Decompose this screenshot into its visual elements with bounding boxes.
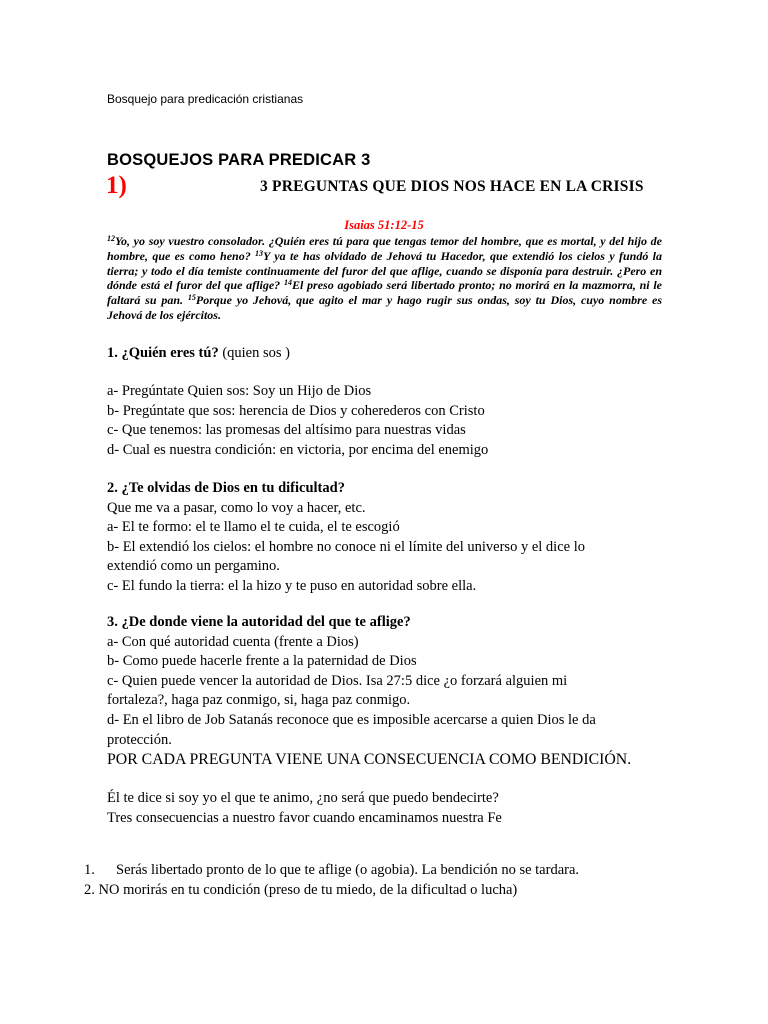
list-item: extendió como un pergamino. xyxy=(107,558,280,575)
question-2 xyxy=(107,479,585,597)
verse-text: Yo, yo soy vuestro consolador. ¿Quién eres tú para que tengas temor del hombre, que es mortal, y del hijo de hombre, que es como heno? xyxy=(107,234,662,263)
list-item: protección. xyxy=(107,731,172,748)
list-item: c- Que tenemos: las promesas del altísimo para nuestras vidas xyxy=(107,422,466,439)
consequences-intro xyxy=(107,789,502,828)
question-3 xyxy=(107,613,631,770)
numbered-item xyxy=(84,861,579,881)
list-item: fortaleza?, haga paz conmigo, si, haga paz conmigo. xyxy=(107,692,411,709)
verse-number: 13 xyxy=(255,248,264,258)
paragraph-line: Tres consecuencias a nuestro favor cuando encaminamos nuestra Fe xyxy=(107,809,502,826)
question-2-title: 2. ¿Te olvidas de Dios en tu dificultad? xyxy=(107,480,345,496)
question-1-list xyxy=(107,382,488,460)
question-3-title: 3. ¿De donde viene la autoridad del que te aflige? xyxy=(107,614,411,630)
item-number: 1. xyxy=(84,862,95,878)
list-item: b- El extendió los cielos: el hombre no conoce ni el límite del universo y el dice lo xyxy=(107,538,585,555)
question-1 xyxy=(107,344,290,364)
verse-text: Porque yo Jehová, que agito el mar y hago rugir sus ondas, soy tu Dios, cuyo nombre es Jehová de los ejércitos. xyxy=(107,293,662,322)
paragraph-line: Él te dice si soy yo el que te animo, ¿no será que puedo bendecirte? xyxy=(107,790,499,806)
list-item: b- Como puede hacerle frente a la paternidad de Dios xyxy=(107,653,417,670)
item-number: 2. xyxy=(84,881,95,898)
item-text: Serás libertado pronto de lo que te aflige (o agobia). La bendición no se tardara. xyxy=(116,862,580,878)
section-subtitle: 3 PREGUNTAS QUE DIOS NOS HACE EN LA CRISIS xyxy=(260,178,644,195)
item-text: NO morirás en tu condición (preso de tu miedo, de la dificultad o lucha) xyxy=(98,881,518,898)
verse-number: 15 xyxy=(187,293,196,303)
list-item: a- Pregúntate Quien sos: Soy un Hijo de Dios xyxy=(107,383,372,399)
question-heading xyxy=(107,344,290,364)
closing-statement: POR CADA PREGUNTA VIENE UNA CONSECUENCIA COMO BENDICIÓN. xyxy=(107,751,632,769)
list-item: b- Pregúntate que sos: herencia de Dios y coherederos con Cristo xyxy=(107,402,485,419)
verse-number: 14 xyxy=(283,278,292,288)
list-item: a- El te formo: el te llamo el te cuida, el te escogió xyxy=(107,519,400,536)
section-number: 1) xyxy=(106,172,127,199)
page-header: Bosquejo para predicación cristianas xyxy=(107,92,304,106)
list-item: d- Cual es nuestra condición: en victoria, por encima del enemigo xyxy=(107,441,489,458)
list-item: a- Con qué autoridad cuenta (frente a Dios) xyxy=(107,633,359,650)
question-1-note: (quien sos ) xyxy=(218,345,290,361)
numbered-item xyxy=(84,881,579,901)
scripture-passage xyxy=(107,234,662,323)
list-item: Que me va a pasar, como lo voy a hacer, etc. xyxy=(107,499,366,516)
document-title: BOSQUEJOS PARA PREDICAR 3 xyxy=(107,151,371,169)
verse-number: 12 xyxy=(107,234,115,243)
list-item: c- El fundo la tierra: el la hizo y te puso en autoridad sobre ella. xyxy=(107,577,477,594)
list-item: d- En el libro de Job Satanás reconoce que es imposible acercarse a quien Dios le da xyxy=(107,711,596,728)
numbered-list xyxy=(84,861,579,900)
verse-text: El preso agobiado será libertado pronto; no morirá en la mazmorra, ni le faltará su pan. xyxy=(107,278,663,308)
list-item: c- Quien puede vencer la autoridad de Dios. Isa 27:5 dice ¿o forzará alguien mi xyxy=(107,672,568,689)
scripture-reference: Isaias 51:12-15 xyxy=(344,218,424,232)
verse-text: Y ya te has olvidado de Jehová tu Hacedor, que extendió los cielos y fundó la tierra; y todo el día temiste continuamente del furor del que aflige, cuando se disponía para destruir. ¿Pero en dónde está el furor del que aflige? xyxy=(107,248,662,293)
question-1-title: 1. ¿Quién eres tú? xyxy=(107,345,219,361)
